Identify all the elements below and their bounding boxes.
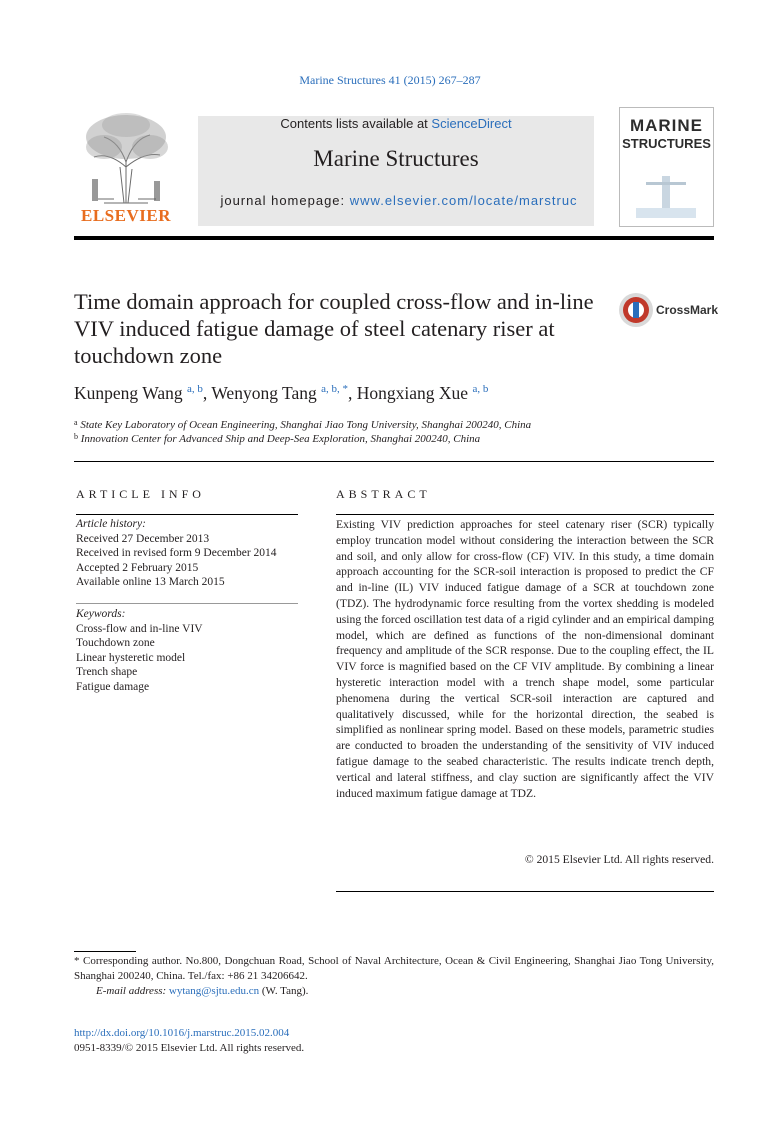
affiliation-label: b — [74, 432, 78, 441]
history-label: Article history: — [76, 518, 146, 530]
affiliation-label: a — [74, 418, 78, 427]
keyword-item: Trench shape — [76, 666, 138, 678]
affiliation-a — [74, 418, 714, 431]
author-list — [74, 383, 714, 404]
keyword-item: Cross-flow and in-line VIV — [76, 622, 203, 635]
abstract-heading: ABSTRACT — [336, 487, 431, 501]
corresponding-author-footnote: * Corresponding author. No.800, Dongchuan Road, School of Naval Architecture, Ocean & Civil Engineering, Shanghai Jiao Tong University, Shanghai 200240, China. Tel./fax: +86 21 34206642. — [74, 955, 714, 982]
email-link[interactable]: wytang@sjtu.edu.cn — [168, 985, 260, 997]
contents-line — [198, 116, 594, 131]
keywords-divider — [76, 603, 298, 604]
elsevier-wordmark: ELSEVIER — [81, 206, 171, 225]
affiliation-text: Innovation Center for Advanced Ship and Deep-Sea Exploration, Shanghai 200240, China — [80, 433, 481, 445]
author-affiliation-marker[interactable]: a, b — [186, 383, 203, 395]
email-label: E-mail address: — [96, 985, 169, 997]
homepage-prefix: journal homepage: — [220, 193, 350, 208]
journal-title: Marine Structures — [313, 146, 479, 171]
history-item: Available online 13 March 2015 — [76, 576, 225, 588]
author-name[interactable]: Hongxiang Xue — [356, 383, 469, 403]
sciencedirect-link[interactable]: ScienceDirect — [431, 116, 512, 131]
journal-citation-link[interactable]: Marine Structures 41 (2015) 267–287 — [299, 73, 481, 87]
article-history — [76, 517, 298, 590]
author-affiliation-marker[interactable]: a, b — [472, 383, 489, 395]
keywords-label: Keywords: — [76, 608, 126, 620]
cover-title-line1: MARINE — [629, 116, 704, 135]
author-separator: , — [202, 383, 212, 403]
homepage-url-link[interactable]: www.elsevier.com/locate/marstruc — [349, 193, 578, 208]
journal-homepage — [214, 192, 584, 209]
history-item: Received 27 December 2013 — [76, 532, 210, 545]
affiliation-text: State Key Laboratory of Ocean Engineering, Shanghai Jiao Tong University, Shanghai 200240, China — [80, 419, 532, 431]
author-name[interactable]: Kunpeng Wang — [74, 383, 183, 403]
keyword-item: Touchdown zone — [76, 637, 155, 649]
footnote-divider — [74, 951, 136, 952]
crossmark-label[interactable]: CrossMark — [656, 303, 719, 317]
affiliation-b — [74, 432, 714, 445]
keywords — [76, 607, 298, 694]
history-item: Accepted 2 February 2015 — [76, 561, 199, 574]
doi-link[interactable]: http://dx.doi.org/10.1016/j.marstruc.2015.02.004 — [74, 1027, 290, 1039]
issn-line: 0951-8339/© 2015 Elsevier Ltd. All rights reserved. — [74, 1042, 305, 1054]
abstract-end-divider — [336, 891, 714, 892]
author-name[interactable]: Wenyong Tang — [211, 383, 317, 403]
title-block-divider — [74, 461, 714, 462]
email-suffix: (W. Tang). — [259, 985, 309, 997]
article-info-heading: ARTICLE INFO — [76, 487, 205, 501]
cover-art-icon — [626, 168, 706, 224]
email-footnote — [96, 985, 696, 997]
author-affiliation-marker[interactable]: a, b, * — [321, 383, 349, 395]
paper-title: Time domain approach for coupled cross-flow and in-line VIV induced fatigue damage of steel catenary riser at touchdown zone — [74, 289, 594, 368]
copyright-notice: © 2015 Elsevier Ltd. All rights reserved. — [524, 853, 714, 866]
header-divider — [74, 236, 714, 240]
journal-cover-thumbnail[interactable] — [619, 107, 714, 227]
keyword-item: Fatigue damage — [76, 680, 150, 693]
history-item: Received in revised form 9 December 2014 — [76, 547, 277, 559]
abstract-divider — [336, 514, 714, 515]
contents-prefix: Contents lists available at — [280, 116, 432, 131]
cover-title-line2: STRUCTURES — [622, 136, 711, 151]
abstract-text: Existing VIV prediction approaches for steel catenary riser (SCR) typically employ truncation model without considering the interaction between the SCR and soil, and only allow for cross-flow (CF) VIV. In this study, a time domain approach accounting for the SCR-soil interaction is proposed to predict the CF and in-line (IL) VIV induced fatigue damage of a SCR at touchdown zone (TDZ). The hydrodynamic force resulting from the vortex shedding is modeled using the forced oscillation test data of a rigid cylinder and an empirical damping model, which are defined as functions of the non-dimensional dominant frequency and amplitude of the SCR response. Due to the coupling effect, the IL VIV force is magnified based on the CF VIV amplitude. By combining a linear hysteretic interaction model with a trench shape model, some particular phenomena during the vertical SCR-soil interaction are captured and qualitatively discussed, while for the horizontal direction, the seabed is simplified as nonlinear spring model. Based on these models, parametric studies are conducted to broaden the understanding of the sensitivity of VIV induced fatigue damage to the seabed characteristic. The results indicate trench depth, vertical and lateral stiffness, and clay suction are significantly affect the VIV induced maximum fatigue damage at TDZ. — [336, 518, 714, 800]
author-separator: , — [348, 383, 357, 403]
keyword-item: Linear hysteretic model — [76, 651, 186, 664]
article-info-divider — [76, 514, 298, 515]
